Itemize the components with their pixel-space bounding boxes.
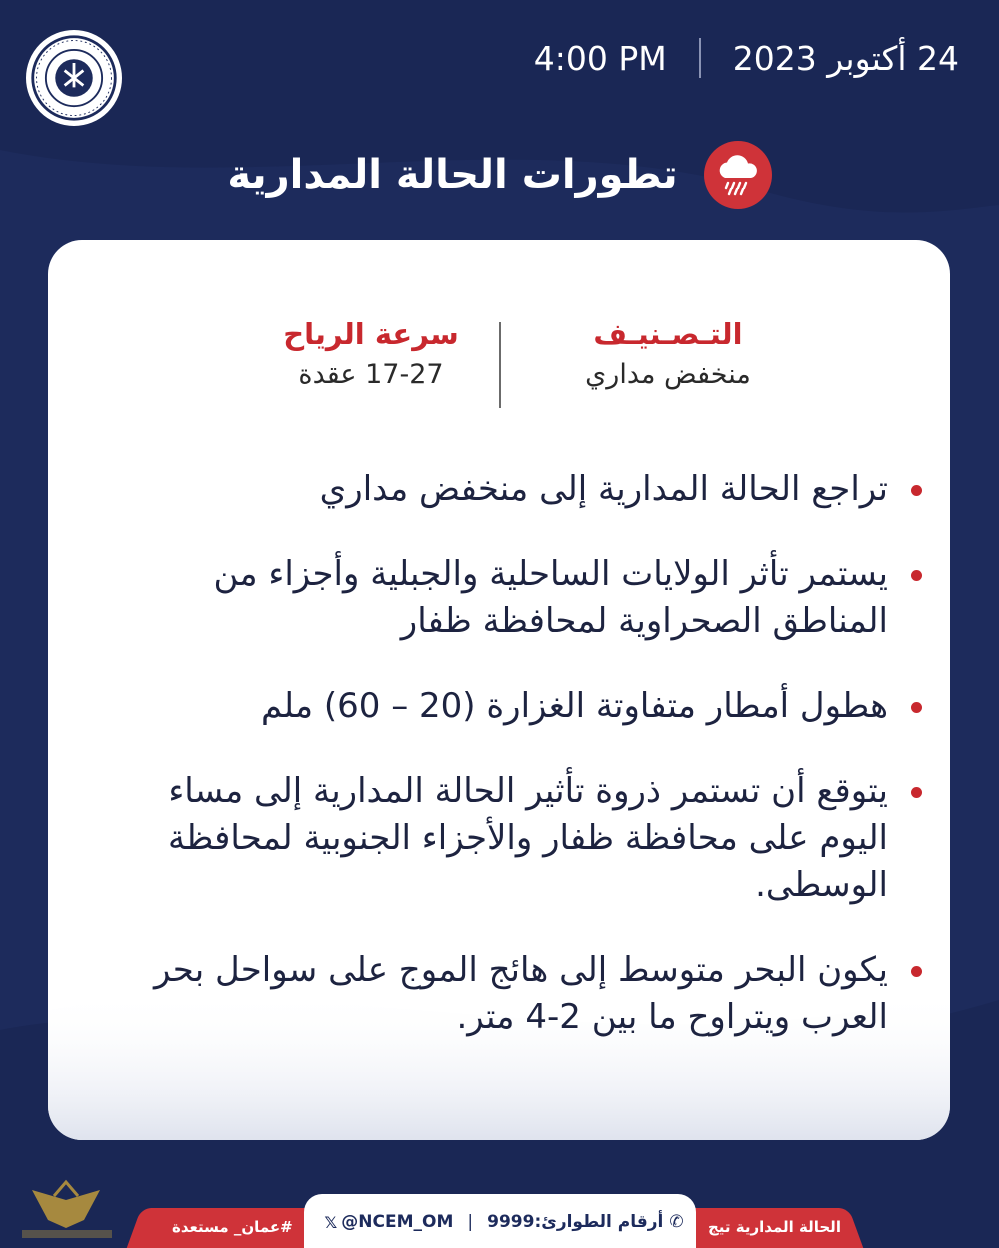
- bullet-text: يكون البحر متوسط إلى هائج الموج على سواحل بحر العرب ويتراوح ما بين 2-4 متر.: [154, 950, 888, 1037]
- bullet-text: يستمر تأثر الولايات الساحلية والجبلية وأجزاء من المناطق الصحراوية لمحافظة ظفار: [213, 554, 888, 641]
- bullet-dot-icon: [911, 485, 922, 496]
- list-item: [128, 466, 888, 513]
- hashtag-tropical-situation[interactable]: الحالة المدارية تيج: [708, 1218, 841, 1236]
- date-label: 24 أكتوبر 2023: [732, 38, 959, 78]
- title-row: [0, 140, 999, 210]
- footer-contact: [318, 1206, 690, 1238]
- page-title: تطورات الحالة المدارية: [227, 152, 678, 198]
- social-handle[interactable]: @NCEM_OM: [341, 1212, 454, 1232]
- bullet-dot-icon: [911, 787, 922, 798]
- ncem-logo: [26, 30, 122, 126]
- wind-speed-value: 17-27 عقدة: [298, 359, 444, 390]
- bullet-list: [128, 466, 888, 1079]
- phone-icon: ✆: [669, 1212, 684, 1232]
- classification-value: منخفض مداري: [585, 359, 751, 390]
- list-item: [128, 947, 888, 1041]
- stats-row: [48, 314, 950, 414]
- bullet-dot-icon: [911, 966, 922, 977]
- date-time: [534, 36, 959, 80]
- emergency-number[interactable]: أرقام الطوارئ:9999: [487, 1212, 664, 1232]
- wind-speed-label: سرعة الرياح: [283, 317, 459, 351]
- wind-speed-stat: [276, 314, 466, 396]
- hashtag-oman-ready[interactable]: #عمان_ مستعدة: [172, 1218, 293, 1236]
- bullet-text: يتوقع أن تستمر ذروة تأثير الحالة المدارية إلى مساء اليوم على محافظة ظفار والأجزاء الجنوبية لمحافظة الوسطى.: [167, 771, 888, 905]
- info-card: [48, 240, 950, 1140]
- classification-stat: [548, 314, 788, 396]
- bullet-dot-icon: [911, 570, 922, 581]
- bullet-text: تراجع الحالة المدارية إلى منخفض مداري: [319, 469, 888, 509]
- list-item: [128, 551, 888, 645]
- bullet-dot-icon: [911, 702, 922, 713]
- list-item: [128, 683, 888, 730]
- ncem-seal-icon: [29, 33, 119, 123]
- list-item: [128, 768, 888, 909]
- forum-watermark-logo: [14, 1170, 120, 1242]
- footer-divider: |: [467, 1212, 474, 1232]
- classification-label: التـصـنيـف: [593, 317, 743, 351]
- x-logo-icon: 𝕏: [324, 1212, 338, 1232]
- bullet-text: هطول أمطار متفاوتة الغزارة (20 – 60) ملم: [260, 686, 888, 726]
- time-label: 4:00 PM: [533, 38, 667, 78]
- stats-divider: [499, 322, 501, 408]
- rain-cloud-icon: [704, 141, 772, 209]
